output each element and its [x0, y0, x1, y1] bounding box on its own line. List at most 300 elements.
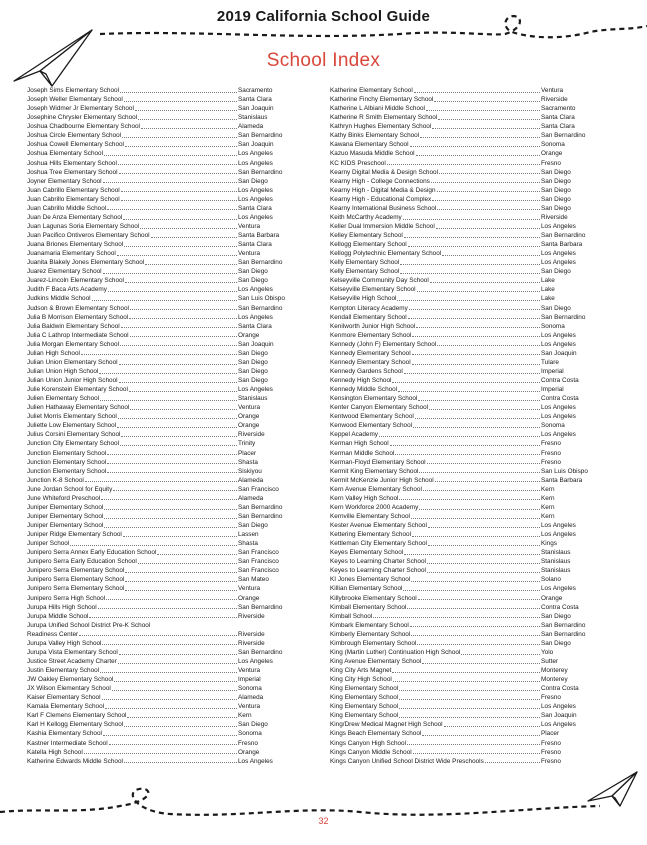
county-name: Imperial: [238, 676, 261, 684]
index-entry: [330, 539, 607, 548]
county-name: Fresno: [541, 440, 561, 448]
index-entry: [27, 340, 304, 349]
index-entry: [27, 603, 304, 612]
county-name: Placer: [541, 730, 560, 738]
index-entry: [27, 720, 304, 729]
index-entry: [27, 521, 304, 530]
school-name: Katherine L Albiani Middle School: [330, 105, 425, 113]
dot-leader: [102, 693, 237, 700]
county-name: Ventura: [238, 222, 261, 230]
index-entry: [330, 684, 607, 693]
index-entry: [330, 376, 607, 385]
dot-leader: [107, 458, 237, 465]
county-name: Los Angeles: [238, 150, 273, 158]
dot-leader: [412, 349, 540, 356]
index-entry: [330, 449, 607, 458]
index-entry: [27, 639, 304, 648]
dot-leader: [130, 403, 237, 410]
dot-leader: [416, 149, 540, 156]
dot-leader: [399, 494, 540, 501]
school-name: Judson & Brown Elementary School: [27, 304, 129, 312]
dot-leader: [398, 385, 540, 392]
school-name: Kermit King Elementary School: [330, 467, 419, 475]
school-name: Kimberly Elementary School: [330, 630, 411, 638]
index-entry: [330, 231, 607, 240]
school-name: Kelly Elementary School: [330, 259, 400, 267]
county-name: Kern: [238, 712, 252, 720]
dot-leader: [400, 267, 540, 274]
index-entry: [330, 104, 607, 113]
index-entry: [27, 349, 304, 358]
dot-leader: [117, 421, 237, 428]
county-name: Orange: [238, 594, 260, 602]
guide-title: 2019 California School Guide: [216, 8, 431, 25]
school-name: Julian Union Elementary School: [27, 358, 118, 366]
index-entry: [27, 594, 304, 603]
school-name: JW Oakley Elementary School: [27, 676, 114, 684]
school-name: Katherine Elementary School: [330, 87, 413, 94]
dot-leader: [407, 603, 540, 610]
index-entry: [330, 240, 607, 249]
index-entry: [330, 313, 607, 322]
county-name: Orange: [541, 150, 563, 158]
index-entry: [27, 213, 304, 222]
dot-leader: [422, 729, 540, 736]
index-entry: [330, 186, 607, 195]
index-entry: [27, 621, 304, 630]
index-entry: [330, 204, 607, 213]
dot-leader: [428, 539, 540, 546]
index-entry: [330, 575, 607, 584]
dot-leader: [379, 430, 540, 437]
dot-leader: [125, 575, 237, 582]
index-entry: [27, 467, 304, 476]
county-name: Los Angeles: [238, 657, 273, 665]
dot-leader: [123, 530, 237, 537]
school-name: Juarez Elementary School: [27, 268, 102, 276]
index-entry: [330, 276, 607, 285]
school-name: Julia C Lathrop Intermediate School: [27, 331, 129, 339]
dot-leader: [121, 322, 237, 329]
county-name: Monterey: [541, 676, 568, 684]
dot-leader: [411, 512, 540, 519]
dot-leader: [81, 349, 237, 356]
county-name: San Joaquin: [238, 141, 274, 149]
school-name: Joshua Hills Elementary School: [27, 159, 117, 167]
school-name: Juanita Blakely Jones Elementary School: [27, 259, 145, 267]
school-name: Juniper Ridge Elementary School: [27, 531, 122, 539]
index-entry: [27, 159, 304, 168]
county-name: Los Angeles: [238, 195, 273, 203]
dot-leader: [412, 530, 540, 537]
dot-leader: [112, 684, 237, 691]
dot-leader: [85, 476, 237, 483]
county-name: Santa Clara: [238, 96, 272, 104]
dot-leader: [125, 566, 237, 573]
school-name: Junction K-8 School: [27, 476, 84, 484]
county-name: Santa Clara: [238, 204, 272, 212]
index-entry: [330, 648, 607, 657]
county-name: Los Angeles: [541, 522, 576, 529]
index-entry: [27, 149, 304, 158]
dot-leader: [412, 358, 540, 365]
county-name: San Bernardino: [238, 503, 283, 511]
county-name: Orange: [238, 748, 260, 756]
index-entry: [330, 168, 607, 177]
dot-leader: [407, 739, 540, 746]
index-entry: [330, 467, 607, 476]
county-name: Los Angeles: [541, 331, 576, 339]
index-entry: [330, 711, 607, 720]
county-name: San Bernardino: [238, 648, 283, 656]
school-name: King City High School: [330, 676, 392, 684]
dot-leader: [120, 340, 237, 347]
index-entry: [27, 95, 304, 104]
index-entry: [330, 113, 607, 122]
dot-leader: [124, 720, 237, 727]
school-name: Juniper School: [27, 540, 70, 548]
index-entry: [330, 213, 607, 222]
index-entry: [27, 575, 304, 584]
dot-leader: [427, 458, 540, 465]
dot-leader: [397, 294, 540, 301]
dot-leader: [117, 249, 237, 256]
dot-leader: [84, 748, 237, 755]
county-name: Los Angeles: [541, 531, 576, 539]
index-entry: [330, 757, 607, 766]
county-name: Imperial: [541, 367, 564, 375]
county-name: San Joaquin: [238, 340, 274, 348]
school-name: Katherine Edwards Middle School: [27, 757, 123, 765]
index-entry: [27, 439, 304, 448]
dot-leader: [114, 675, 237, 682]
index-entry: [27, 449, 304, 458]
dot-leader: [430, 276, 540, 283]
school-name: Kearny High - College Connections: [330, 177, 430, 185]
county-name: Tulare: [541, 358, 559, 366]
dot-leader: [130, 304, 237, 311]
dot-leader: [485, 757, 540, 764]
county-name: Los Angeles: [541, 721, 576, 729]
dot-leader: [427, 566, 540, 573]
county-name: Los Angeles: [238, 159, 273, 167]
county-name: Ventura: [238, 667, 261, 674]
index-entry: [27, 131, 304, 140]
dot-leader: [119, 648, 237, 655]
county-name: San Francisco: [238, 558, 279, 566]
dot-leader: [119, 358, 237, 365]
school-name: Kellogg Polytechnic Elementary School: [330, 250, 442, 258]
county-name: Riverside: [541, 213, 568, 221]
dot-leader: [419, 467, 540, 474]
index-entry: [27, 684, 304, 693]
dot-leader: [408, 240, 540, 247]
county-name: Sonoma: [541, 141, 565, 149]
school-name: Juan Cabrillo Elementary School: [27, 186, 120, 194]
county-name: San Bernardino: [541, 621, 586, 629]
school-name: Juan Lagunas Soria Elementary School: [27, 222, 140, 230]
county-name: Orange: [541, 594, 563, 602]
index-entry: [330, 267, 607, 276]
county-name: Los Angeles: [541, 703, 576, 711]
dot-leader: [412, 331, 540, 338]
school-name: Julia Baldwin Elementary School: [27, 322, 120, 330]
index-entry: [330, 140, 607, 149]
school-name: Justice Street Academy Charter: [27, 657, 117, 665]
bottom-dashed-flight-path: [0, 789, 600, 815]
county-name: San Diego: [541, 639, 571, 647]
school-name: Kennedy Middle School: [330, 386, 398, 394]
school-name: Kashia Elementary School: [27, 730, 102, 738]
school-name: Kermit McKenzie Junior High School: [330, 476, 434, 484]
school-name: Kearny Digital Media & Design School: [330, 168, 438, 176]
index-entry: [330, 557, 607, 566]
index-entry: [330, 666, 607, 675]
school-name: JX Wilson Elementary School: [27, 685, 111, 693]
county-name: San Bernardino: [238, 512, 283, 520]
school-name: Kennedy Elementary School: [330, 358, 411, 366]
dot-leader: [129, 385, 237, 392]
dot-leader: [413, 421, 540, 428]
index-entry: [330, 657, 607, 666]
dot-leader: [107, 204, 237, 211]
index-entry: [330, 322, 607, 331]
county-name: Riverside: [238, 630, 265, 638]
index-entry: [330, 584, 607, 593]
school-name: King (Martin Luther) Continuation High School: [330, 648, 461, 656]
dot-leader: [123, 213, 237, 220]
school-name: Kathy Binks Elementary School: [330, 132, 420, 140]
index-entry: [330, 122, 607, 131]
school-name: Kelseyville Elementary School: [330, 286, 416, 294]
county-name: San Diego: [238, 177, 268, 185]
index-entry: [27, 693, 304, 702]
dot-leader: [438, 113, 540, 120]
county-name: San Luis Obispo: [238, 295, 285, 303]
index-entry: [27, 403, 304, 412]
county-name: San Bernardino: [238, 603, 283, 611]
school-name: Junipero Serra Elementary School: [27, 585, 125, 593]
dot-leader: [392, 376, 540, 383]
index-entry: [330, 331, 607, 340]
dot-leader: [104, 503, 237, 510]
school-name: Juan Cabrillo Middle School: [27, 204, 107, 212]
county-name: Riverside: [238, 612, 265, 620]
county-name: Ventura: [238, 404, 261, 412]
county-name: Sonoma: [238, 685, 262, 693]
index-entry: [27, 140, 304, 149]
county-name: Santa Barbara: [238, 232, 280, 239]
county-name: Lake: [541, 277, 555, 285]
index-entry: [27, 258, 304, 267]
dot-leader: [125, 276, 237, 283]
county-name: Sonoma: [541, 422, 565, 430]
index-entry: [27, 739, 304, 748]
county-name: San Bernardino: [541, 630, 586, 638]
index-entry: [27, 240, 304, 249]
county-name: San Diego: [541, 195, 571, 203]
dot-leader: [108, 285, 237, 292]
school-name: Junipero Serra Elementary School: [27, 576, 125, 584]
index-entry: [27, 322, 304, 331]
school-name: Keyes Elementary School: [330, 549, 404, 557]
school-name: Joseph Sims Elementary School: [27, 87, 119, 94]
index-entry: [27, 648, 304, 657]
school-name: Kenilworth Junior High School: [330, 322, 416, 330]
county-name: Los Angeles: [541, 413, 576, 421]
index-entry: [330, 304, 607, 313]
school-name: Joshua Circle Elementary School: [27, 132, 122, 140]
county-name: San Bernardino: [541, 232, 586, 239]
school-name: Keller Dual Immersion Middle School: [330, 222, 435, 230]
dot-leader: [130, 331, 237, 338]
county-name: San Diego: [238, 277, 268, 285]
county-name: Los Angeles: [541, 259, 576, 267]
school-name: Kennedy High School: [330, 377, 392, 384]
school-name: King Elementary School: [330, 703, 399, 711]
school-name: Kensington Elementary School: [330, 395, 418, 403]
school-name: Joseph Weller Elementary School: [27, 96, 123, 104]
county-name: Siskiyou: [238, 467, 262, 475]
dot-leader: [432, 195, 540, 202]
school-name: Juan Pacifico Ontiveros Elementary School: [27, 232, 150, 239]
dot-leader: [118, 412, 237, 419]
dot-leader: [419, 503, 540, 510]
dot-leader: [121, 195, 237, 202]
county-name: Stanislaus: [541, 558, 571, 566]
school-name: Karl F Clemens Elementary School: [27, 712, 127, 720]
school-name: KC KIDS Preschool: [330, 159, 386, 167]
dot-leader: [436, 222, 540, 229]
county-name: San Diego: [238, 358, 268, 366]
school-name: Julien Elementary School: [27, 395, 100, 403]
county-name: Solano: [541, 576, 561, 584]
school-name: Karl H Kellogg Elementary School: [27, 721, 124, 729]
school-name: Kearny International Business School: [330, 204, 437, 212]
county-name: San Diego: [238, 522, 268, 529]
index-entry: [27, 512, 304, 521]
dot-leader: [444, 720, 540, 727]
school-name: Julian Union Junior High School: [27, 377, 118, 384]
dot-leader: [410, 140, 540, 147]
index-entry: [330, 458, 607, 467]
county-name: Los Angeles: [541, 340, 576, 348]
dot-leader: [428, 521, 540, 528]
index-entry: [27, 267, 304, 276]
school-name: Juliet Morris Elementary School: [27, 413, 117, 421]
index-entry: [330, 621, 607, 630]
dot-leader: [387, 159, 540, 166]
school-name: Kester Avenue Elementary School: [330, 522, 427, 529]
dot-leader: [413, 748, 540, 755]
school-name: Julia Morgan Elementary School: [27, 340, 119, 348]
index-entry: [330, 739, 607, 748]
index-entry: [330, 86, 607, 95]
school-name: Junipero Serra Annex Early Education School: [27, 549, 157, 557]
county-name: Fresno: [541, 449, 561, 457]
index-entry: [330, 675, 607, 684]
school-name: Kelly Elementary School: [330, 268, 400, 276]
index-entry: [27, 358, 304, 367]
county-name: Fresno: [541, 739, 561, 747]
county-name: Alameda: [238, 123, 264, 131]
index-entry: [330, 430, 607, 439]
dot-leader: [102, 639, 237, 646]
county-name: Los Angeles: [541, 404, 576, 412]
school-name: King City Arts Magnet: [330, 667, 392, 674]
county-name: San Bernardino: [541, 313, 586, 321]
dot-leader: [125, 584, 237, 591]
index-entry: [27, 458, 304, 467]
index-entry: [27, 729, 304, 738]
index-entry: [330, 222, 607, 231]
school-name: Kelseyville High School: [330, 295, 397, 303]
index-entry: [27, 657, 304, 666]
school-name: Julius Corsini Elementary School: [27, 431, 121, 439]
index-entry: [330, 702, 607, 711]
dot-leader: [431, 177, 540, 184]
index-entry: [27, 557, 304, 566]
county-name: Fresno: [541, 458, 561, 466]
school-name: Kaiser Elementary School: [27, 694, 101, 702]
school-name: Kimbark Elementary School: [330, 621, 409, 629]
county-name: Santa Barbara: [541, 476, 583, 484]
county-name: Orange: [238, 422, 260, 430]
dot-leader: [138, 113, 237, 120]
index-entry: [27, 86, 304, 95]
school-name: Kerman High School: [330, 440, 389, 448]
index-entry: [27, 748, 304, 757]
county-name: Santa Barbara: [541, 241, 583, 249]
dot-leader: [124, 757, 237, 764]
index-entry: [330, 494, 607, 503]
index-entry: [27, 566, 304, 575]
school-name: June Jordan School for Equity: [27, 485, 113, 493]
county-name: Fresno: [238, 739, 258, 747]
index-entry: [27, 385, 304, 394]
school-name: Kernville Elementary School: [330, 512, 410, 520]
dot-leader: [461, 648, 540, 655]
index-entry: [330, 159, 607, 168]
index-entry: [27, 313, 304, 322]
index-entry: [330, 548, 607, 557]
dot-leader: [442, 249, 540, 256]
school-name: Killian Elementary School: [330, 585, 403, 593]
dot-leader: [125, 140, 237, 147]
school-name: Justin Elementary School: [27, 667, 100, 674]
school-name: Katherine Finchy Elementary School: [330, 96, 434, 104]
dot-leader: [393, 675, 540, 682]
dot-leader: [119, 376, 237, 383]
index-entry: [27, 367, 304, 376]
index-entry: [27, 122, 304, 131]
school-name: King/Drew Medical Magnet High School: [330, 721, 443, 729]
school-name: Katella High School: [27, 748, 83, 756]
index-entry: [27, 249, 304, 258]
dot-leader: [437, 204, 540, 211]
county-name: San Diego: [541, 177, 571, 185]
index-entry: [330, 412, 607, 421]
county-name: Ventura: [238, 585, 261, 593]
county-name: Los Angeles: [238, 213, 273, 221]
county-name: San Diego: [541, 186, 571, 194]
county-name: Contra Costa: [541, 395, 579, 403]
county-name: Los Angeles: [541, 222, 576, 230]
county-name: San Diego: [541, 268, 571, 276]
index-entry: [27, 702, 304, 711]
index-entry: [27, 711, 304, 720]
school-name: Junction Elementary School: [27, 467, 107, 475]
